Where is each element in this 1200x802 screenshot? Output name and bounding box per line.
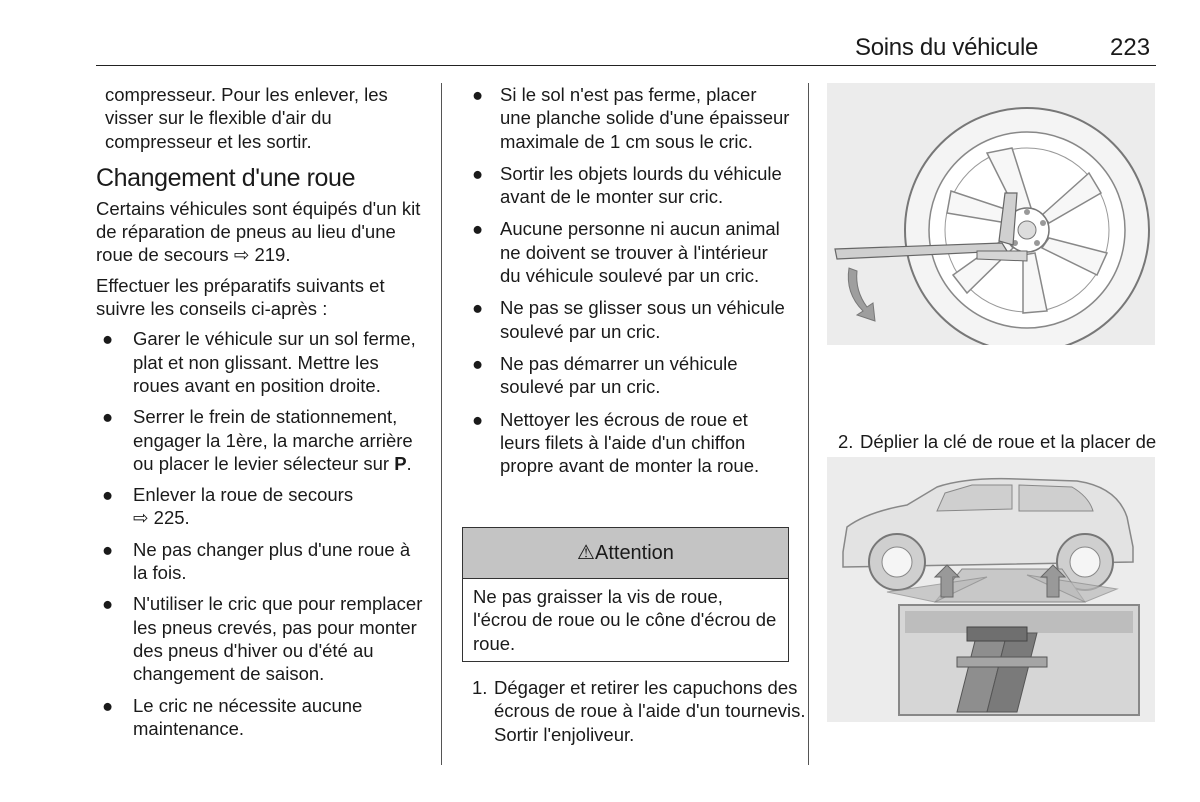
figure-car-jack bbox=[827, 457, 1155, 722]
paragraph-spare-wheel bbox=[96, 197, 428, 267]
step-text: Dégager et retirer les capuchons des écrous de roue à l'aide d'un tournevis. Sortir l'enjoliveur. bbox=[494, 677, 806, 745]
column-1 bbox=[96, 83, 428, 748]
paragraph-preparations: Effectuer les préparatifs suivants et suivre les conseils ci-après : bbox=[96, 274, 385, 320]
page-reference[interactable]: 219. bbox=[254, 244, 291, 266]
safety-list bbox=[462, 83, 792, 477]
car-jack-illustration bbox=[827, 457, 1155, 722]
bullet-icon: ● bbox=[472, 297, 484, 319]
list-item-text: Ne pas se glisser sous un véhicule soulevé par un cric. bbox=[500, 297, 785, 342]
attention-box bbox=[462, 527, 789, 662]
bullet-icon: ● bbox=[102, 406, 114, 428]
bullet-icon: ● bbox=[472, 84, 484, 105]
list-item bbox=[462, 352, 792, 399]
list-item-text: Si le sol n'est pas ferme, placer une planche solide d'une épaisseur maximale de 1 cm sous le cric. bbox=[500, 84, 790, 152]
attention-title: Attention bbox=[594, 542, 674, 564]
list-item-text: Serrer le frein de stationnement, engager la 1ère, la marche arrière ou placer le levier sélecteur sur bbox=[133, 406, 413, 474]
column-2 bbox=[462, 83, 792, 486]
bullet-icon: ● bbox=[102, 694, 114, 716]
bullet-icon: ● bbox=[102, 484, 114, 506]
step-number: 2. bbox=[838, 430, 854, 452]
list-item bbox=[462, 217, 792, 287]
list-item-text: Enlever la roue de secours bbox=[133, 484, 354, 506]
preparation-list bbox=[96, 327, 428, 740]
list-item bbox=[96, 592, 428, 685]
paragraph-text: Certains véhicules sont équipés d'un kit de réparation de pneus au lieu d'une roue de secours bbox=[96, 197, 421, 266]
page-number: 223 bbox=[1110, 34, 1151, 61]
list-item-text: Aucune personne ni aucun animal ne doivent se trouver à l'intérieur du véhicule soulevé par un cric. bbox=[500, 218, 780, 287]
list-item-text: Ne pas démarrer un véhicule soulevé par un cric. bbox=[500, 352, 738, 398]
figure-wheel-wrench bbox=[827, 83, 1155, 345]
list-item-text: Le cric ne nécessite aucune maintenance. bbox=[133, 694, 363, 739]
wheel-wrench-illustration bbox=[827, 83, 1155, 345]
intro-paragraph: compresseur. Pour les enlever, les visser sur le flexible d'air du compresseur et les sortir. bbox=[105, 84, 388, 152]
list-item bbox=[462, 296, 792, 343]
ref-arrow-icon: ⇨ bbox=[233, 244, 250, 266]
bullet-icon: ● bbox=[102, 538, 114, 560]
bullet-icon: ● bbox=[472, 162, 484, 184]
list-item bbox=[96, 483, 428, 530]
list-item bbox=[96, 694, 428, 741]
ref-arrow-icon: ⇨ bbox=[133, 507, 149, 529]
list-item bbox=[96, 538, 428, 585]
gear-p-label: P bbox=[394, 452, 407, 474]
step-1 bbox=[472, 676, 812, 746]
step-text: Déplier la clé de roue et la placer de bbox=[860, 430, 1157, 452]
bullet-icon: ● bbox=[472, 408, 484, 430]
list-item bbox=[96, 327, 428, 397]
page-section-title: Soins du véhicule bbox=[855, 34, 1039, 61]
list-item: ● Serrer le frein de stationnement, engager la 1ère, la marche arrière ou placer le levier sélecteur sur P. bbox=[102, 406, 413, 474]
bullet-icon: ● bbox=[472, 218, 484, 240]
bullet-icon: ● bbox=[472, 352, 484, 374]
attention-header bbox=[463, 528, 788, 579]
list-item-text: Ne pas changer plus d'une roue à la fois. bbox=[133, 538, 411, 584]
column-divider-right bbox=[808, 83, 809, 765]
column-divider-left bbox=[441, 83, 442, 765]
attention-body: Ne pas graisser la vis de roue, l'écrou de roue ou le cône d'écrou de roue. bbox=[473, 586, 777, 654]
bullet-icon: ● bbox=[102, 593, 114, 615]
list-item-text: Nettoyer les écrous de roue et leurs filets à l'aide d'un chiffon propre avant de monter la roue. bbox=[500, 408, 760, 477]
list-item-text: N'utiliser le cric que pour remplacer les pneus crevés, pas pour monter des pneus d'hiver ou d'été au changement de saison. bbox=[133, 593, 423, 685]
step-number: 1. bbox=[472, 677, 488, 698]
section-heading: Changement d'une roue bbox=[96, 163, 356, 192]
list-item bbox=[462, 408, 792, 478]
bullet-icon: ● bbox=[102, 328, 114, 350]
header-rule bbox=[96, 65, 1156, 66]
list-item-text: Garer le véhicule sur un sol ferme, plat et non glissant. Mettre les roues avant en position droite. bbox=[133, 328, 416, 396]
warning-triangle-icon: ⚠ bbox=[577, 542, 595, 564]
list-item bbox=[462, 162, 792, 209]
list-item bbox=[462, 83, 792, 153]
list-item-text: Sortir les objets lourds du véhicule avant de le monter sur cric. bbox=[500, 162, 782, 208]
page-reference[interactable]: 225. bbox=[153, 507, 190, 529]
